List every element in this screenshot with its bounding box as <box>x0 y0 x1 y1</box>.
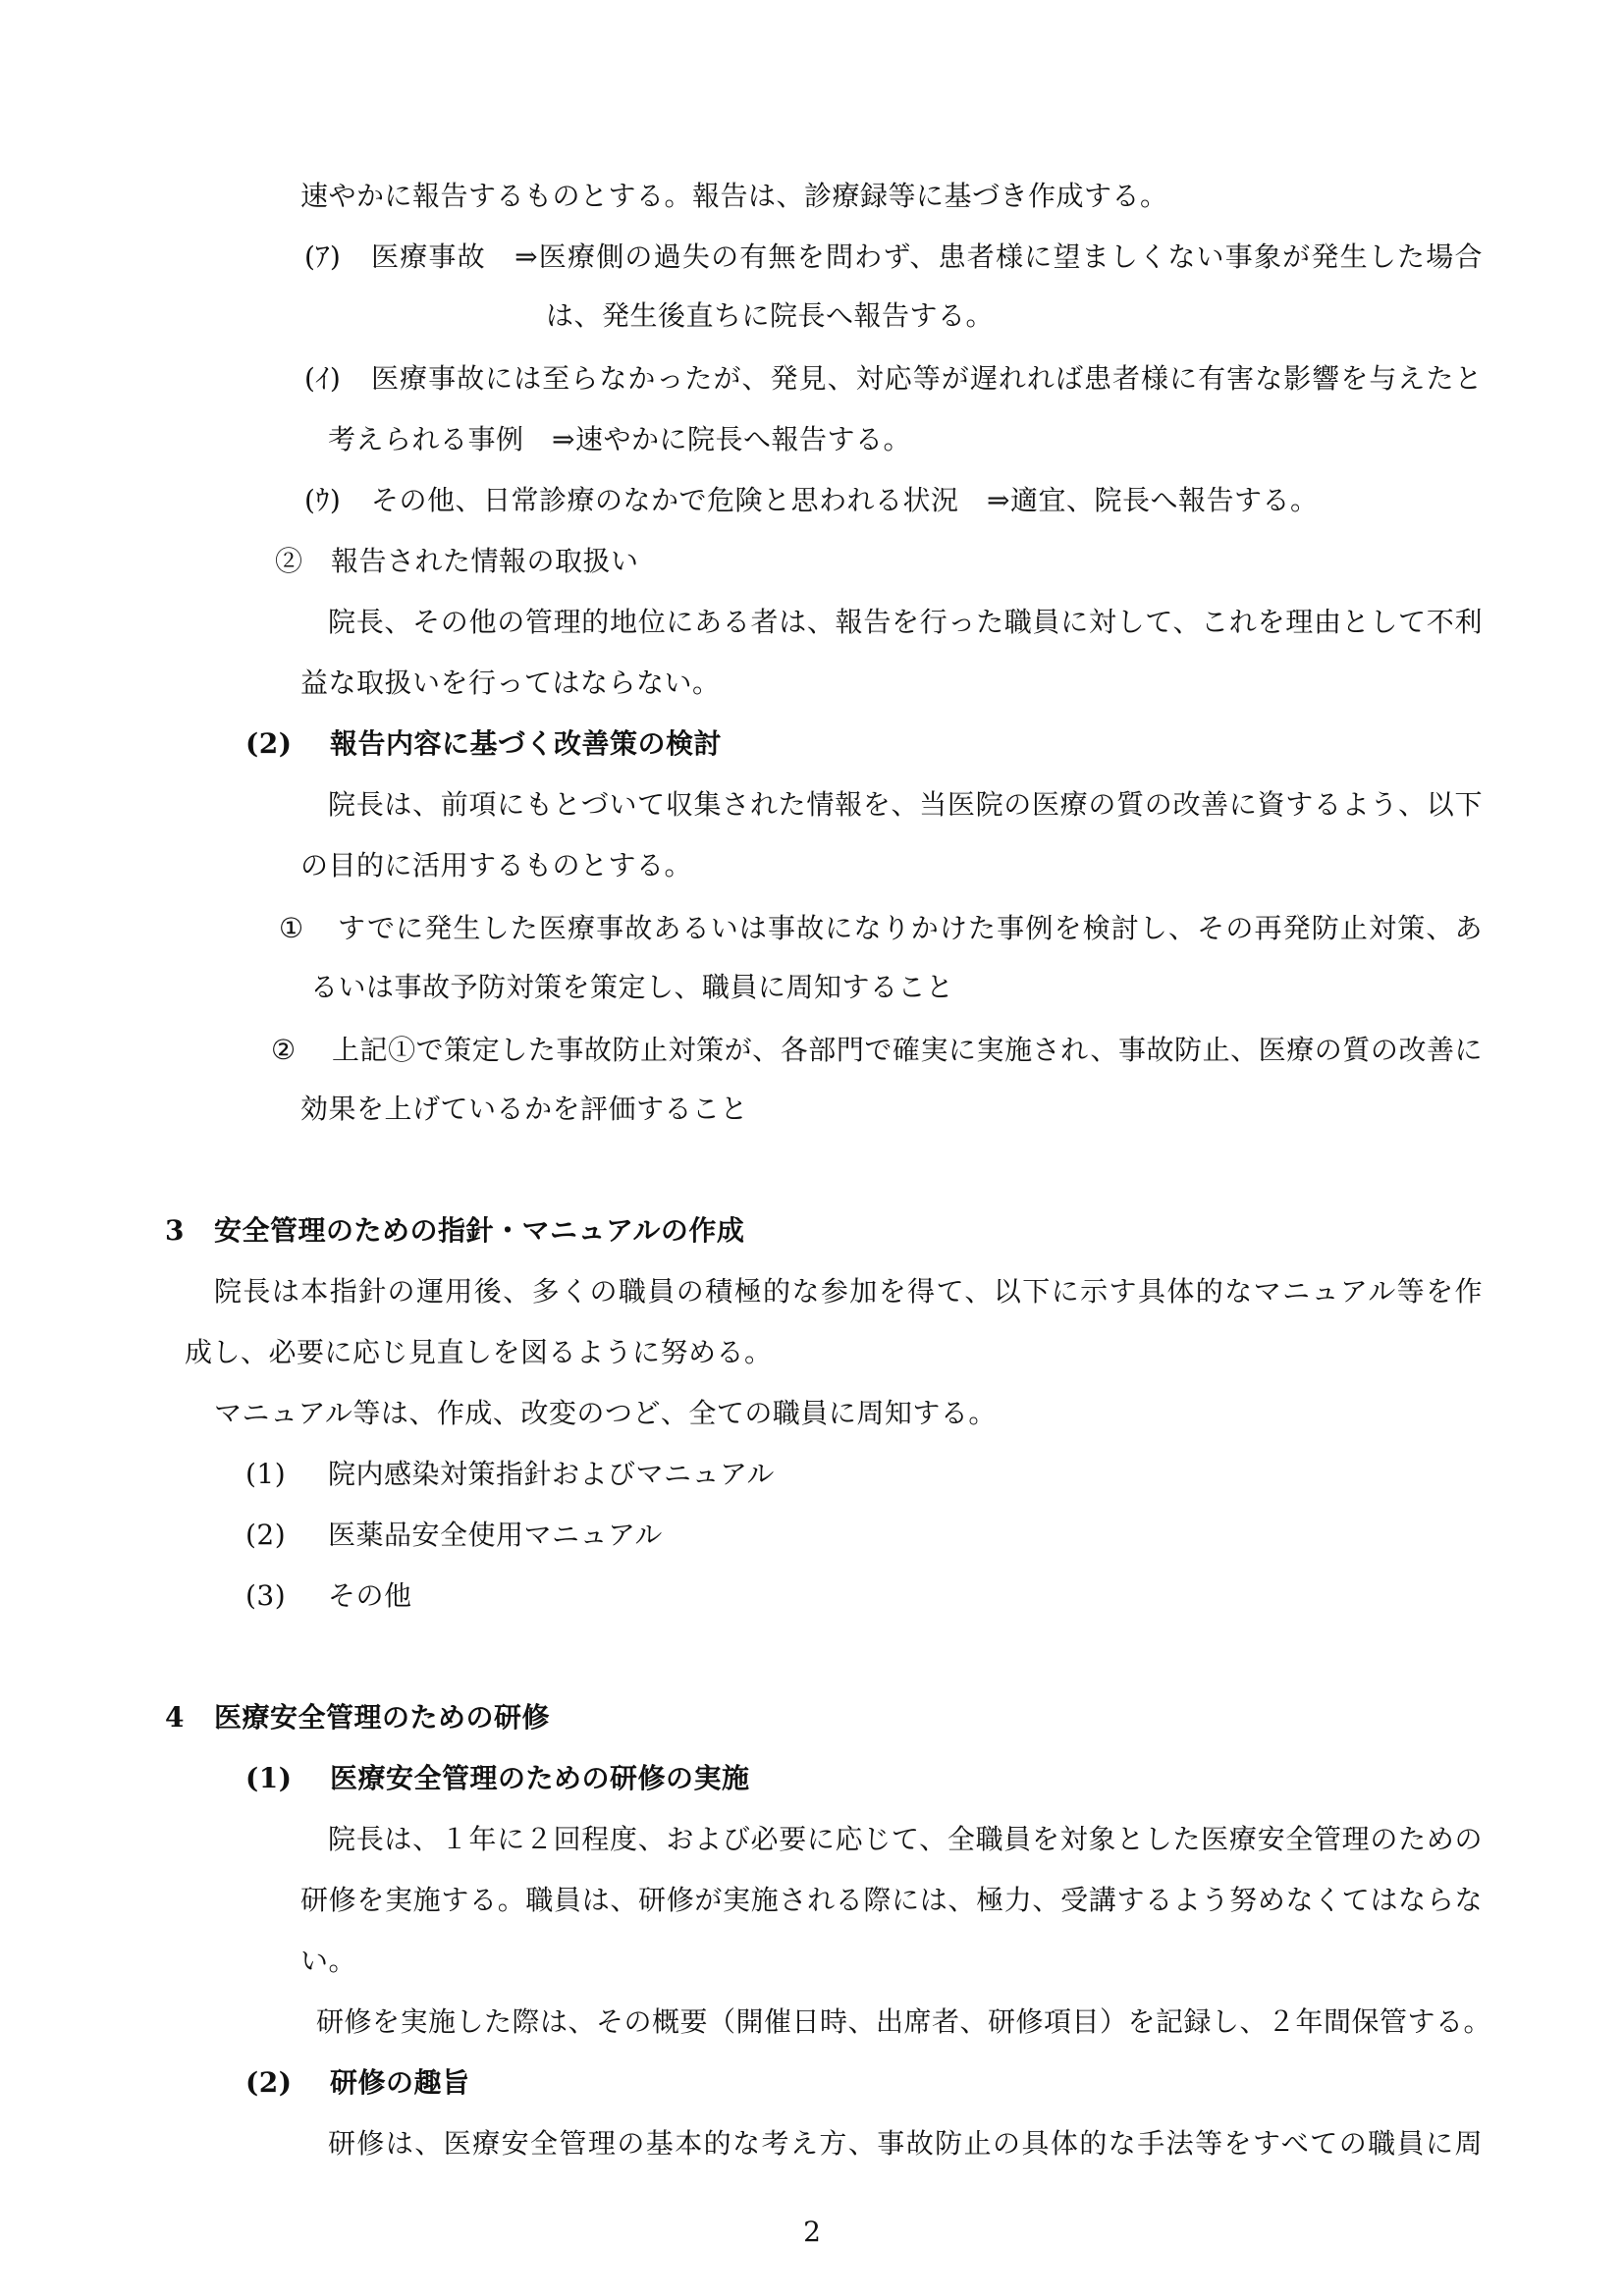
subsection-heading: 研修の趣旨 <box>330 2066 470 2099</box>
paragraph-line: マニュアル等は、作成、改変のつど、全ての職員に周知する。 <box>214 1397 997 1429</box>
page-number: 2 <box>803 2216 821 2248</box>
paragraph-line: 研修は、医療安全管理の基本的な考え方、事故防止の具体的な手法等をすべての職員に周 <box>328 2127 1483 2160</box>
list-item-label: ① <box>279 912 304 944</box>
list-item-label: (ｲ) <box>304 362 342 395</box>
section-number: 4 <box>165 1701 185 1734</box>
subsection-heading: 医療安全管理のための研修の実施 <box>330 1762 750 1794</box>
list-item-text: 院内感染対策指針およびマニュアル <box>328 1458 775 1490</box>
section-heading: 医療安全管理のための研修 <box>214 1701 551 1734</box>
list-item-label: ② <box>271 1034 297 1066</box>
subsection-number: (2) <box>245 727 293 760</box>
list-item-number: (2) <box>245 1519 287 1551</box>
subheading: ② 報告された情報の取扱い <box>275 545 639 577</box>
paragraph-line: の目的に活用するものとする。 <box>300 849 693 881</box>
list-item-label: (ｳ) <box>304 484 342 516</box>
list-item-text: るいは事故予防対策を策定し、職員に周知すること <box>310 971 954 1003</box>
list-item-text: 医薬品安全使用マニュアル <box>328 1519 663 1551</box>
intro-line: 速やかに報告するものとする。報告は、診療録等に基づき作成する。 <box>300 180 1168 212</box>
list-item-number: (1) <box>245 1458 287 1490</box>
list-item-text: すでに発生した医療事故あるいは事故になりかけた事例を検討し、その再発防止対策、あ <box>338 912 1483 944</box>
paragraph-line: 院長は本指針の運用後、多くの職員の積極的な参加を得て、以下に示す具体的なマニュアル等を作 <box>214 1275 1483 1308</box>
paragraph-line: 研修を実施する。職員は、研修が実施される際には、極力、受講するよう努めなくてはならな <box>300 1884 1483 1916</box>
list-item-text: 医療事故 ⇒医療側の過失の有無を問わず、患者様に望ましくない事象が発生した場合 <box>371 240 1483 273</box>
paragraph-line: 成し、必要に応じ見直しを図るように努める。 <box>185 1336 773 1368</box>
list-item-text: は、発生後直ちに院長へ報告する。 <box>546 299 995 332</box>
subsection-number: (2) <box>245 2066 293 2099</box>
list-item-text: 上記①で策定した事故防止対策が、各部門で確実に実施され、事故防止、医療の質の改善に <box>332 1034 1483 1066</box>
list-item-text: 考えられる事例 ⇒速やかに院長へ報告する。 <box>328 423 911 455</box>
list-item-text: 効果を上げているかを評価すること <box>300 1093 749 1125</box>
list-item-text: その他、日常診療のなかで危険と思われる状況 ⇒適宜、院長へ報告する。 <box>371 484 1319 516</box>
list-item-text: 医療事故には至らなかったが、発見、対応等が遅れれば患者様に有害な影響を与えたと <box>371 362 1483 395</box>
section-heading: 安全管理のための指針・マニュアルの作成 <box>214 1214 745 1247</box>
list-item-number: (3) <box>245 1579 287 1612</box>
paragraph-line: い。 <box>300 1945 357 1977</box>
list-item-label: (ｱ) <box>304 240 342 273</box>
paragraph-line: 院長、その他の管理的地位にある者は、報告を行った職員に対して、これを理由として不利 <box>328 606 1483 638</box>
section-number: 3 <box>165 1214 185 1247</box>
paragraph-line: 院長は、前項にもとづいて収集された情報を、当医院の医療の質の改善に資するよう、以下 <box>328 788 1483 821</box>
subsection-number: (1) <box>245 1762 293 1794</box>
paragraph-line: 研修を実施した際は、その概要（開催日時、出席者、研修項目）を記録し、２年間保管する。 <box>316 2005 1492 2038</box>
paragraph-line: 院長は、１年に２回程度、および必要に応じて、全職員を対象とした医療安全管理のための <box>328 1823 1483 1855</box>
paragraph-line: 益な取扱いを行ってはならない。 <box>300 667 721 699</box>
subsection-heading: 報告内容に基づく改善策の検討 <box>330 727 723 760</box>
list-item-text: その他 <box>328 1579 412 1612</box>
